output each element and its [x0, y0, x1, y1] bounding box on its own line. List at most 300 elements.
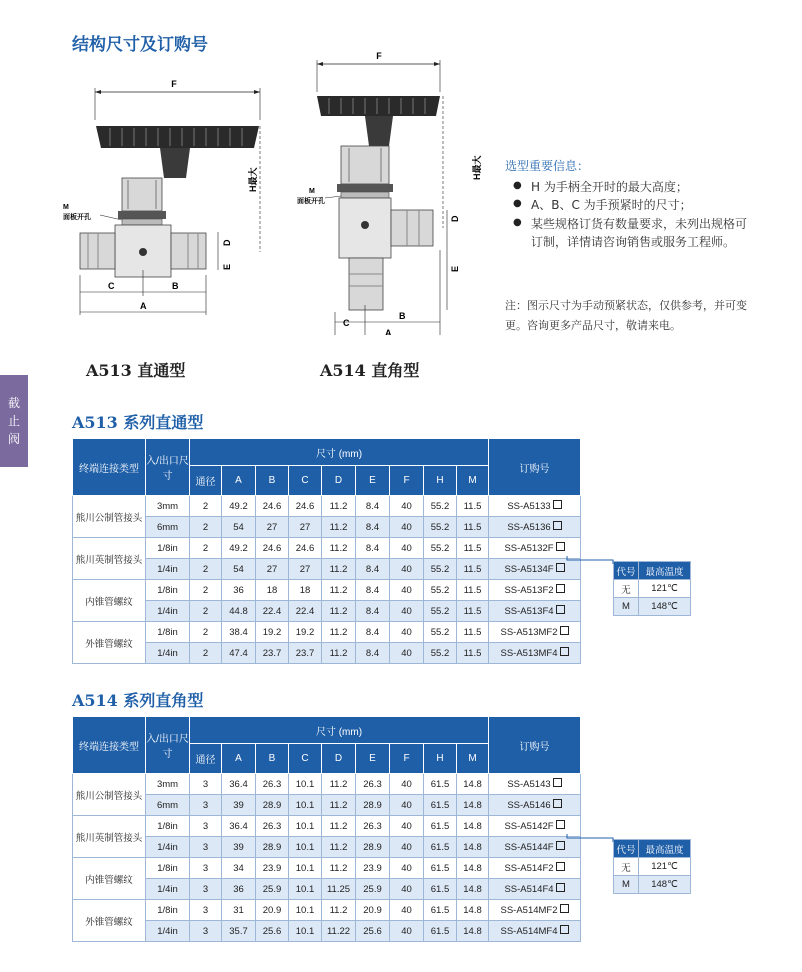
size-cell: 1/4in: [146, 601, 190, 622]
dimension-cell: 8.4: [356, 559, 390, 580]
dimension-cell: 14.8: [457, 900, 489, 921]
dimension-cell: 26.3: [356, 774, 390, 795]
connection-type-cell: 熊川英制管接头: [73, 538, 146, 580]
dimension-cell: 8.4: [356, 580, 390, 601]
connection-type-cell: 熊川英制管接头: [73, 816, 146, 858]
table-row: [73, 795, 581, 816]
dim-e-label: E: [222, 263, 232, 270]
temp-code: M: [614, 598, 639, 616]
dimension-cell: 11.2: [322, 496, 356, 517]
option-box-icon: [560, 647, 569, 656]
dimension-cell: 39: [222, 837, 256, 858]
size-cell: 1/4in: [146, 879, 190, 900]
dimension-cell: 11.25: [322, 879, 356, 900]
order-number-cell: [489, 496, 581, 517]
dimension-cell: 55.2: [424, 643, 457, 664]
table-row: [73, 858, 581, 879]
dimension-cell: 14.8: [457, 774, 489, 795]
page-title: 结构尺寸及订购号: [72, 35, 208, 55]
dimension-cell: 28.9: [356, 795, 390, 816]
order-number-cell: [489, 774, 581, 795]
col-header-dim: B: [256, 466, 289, 496]
option-box-icon: [553, 799, 562, 808]
col-header-dim: E: [356, 744, 390, 774]
col-header-dim: C: [289, 744, 322, 774]
dimension-cell: 61.5: [424, 816, 457, 837]
dimension-cell: 22.4: [256, 601, 289, 622]
col-header-dims: 尺寸 (mm): [190, 717, 489, 744]
dimension-cell: 36: [222, 580, 256, 601]
dimension-cell: 28.9: [256, 795, 289, 816]
dim-a-label: A: [140, 301, 147, 311]
dimension-cell: 2: [190, 601, 222, 622]
a513-valve-drawing: [60, 70, 275, 320]
dimension-cell: 11.2: [322, 559, 356, 580]
size-cell: 1/4in: [146, 643, 190, 664]
temp-code: 无: [614, 858, 639, 876]
dimension-cell: 18: [256, 580, 289, 601]
option-box-icon: [560, 925, 569, 934]
size-cell: 1/8in: [146, 538, 190, 559]
panel-hole-label: 面板开孔: [297, 198, 325, 205]
dimension-cell: 36.4: [222, 774, 256, 795]
order-number: SS-A514MF2: [500, 904, 558, 916]
a514-valve-drawing: [295, 50, 495, 335]
dimension-cell: 40: [390, 538, 424, 559]
connection-type-cell: 熊川公制管接头: [73, 774, 146, 816]
dim-f-label: F: [171, 79, 177, 89]
dimension-cell: 55.2: [424, 538, 457, 559]
dimension-cell: 2: [190, 559, 222, 580]
dimension-cell: 54: [222, 559, 256, 580]
dimension-cell: 55.2: [424, 496, 457, 517]
dim-h-label: H最大: [472, 155, 482, 180]
dimension-cell: 25.6: [256, 921, 289, 942]
option-box-icon: [560, 904, 569, 913]
dimension-cell: 27: [289, 559, 322, 580]
order-number: SS-A514F4: [504, 883, 554, 895]
order-number-cell: [489, 517, 581, 538]
dimension-cell: 61.5: [424, 774, 457, 795]
dimension-cell: 2: [190, 622, 222, 643]
option-box-icon: [553, 500, 562, 509]
dimension-cell: 44.8: [222, 601, 256, 622]
order-number-cell: [489, 879, 581, 900]
dimension-cell: 2: [190, 643, 222, 664]
info-heading: 选型重要信息：: [505, 159, 590, 173]
order-number: SS-A513MF4: [500, 647, 558, 659]
temp-value: 148℃: [639, 598, 691, 616]
col-header-dim: M: [457, 744, 489, 774]
dim-e-label: E: [450, 265, 460, 272]
info-item: ● H 为手柄全开时的最大高度；: [505, 178, 750, 197]
dimension-cell: 11.22: [322, 921, 356, 942]
section-title-a513: A513 系列直通型: [72, 413, 204, 432]
dimension-cell: 26.3: [256, 774, 289, 795]
dim-m-label: M: [63, 204, 69, 211]
dimension-cell: 61.5: [424, 837, 457, 858]
connection-type-cell: 内锥管螺纹: [73, 580, 146, 622]
order-number-cell: [489, 601, 581, 622]
dimension-cell: 55.2: [424, 601, 457, 622]
dimension-cell: 27: [289, 517, 322, 538]
dim-d-label: D: [450, 215, 460, 222]
order-number-cell: [489, 643, 581, 664]
table-row: [73, 601, 581, 622]
dimension-cell: 40: [390, 795, 424, 816]
dimension-cell: 11.2: [322, 622, 356, 643]
info-item: ● A、B、C 为手预紧时的尺寸；: [505, 196, 750, 215]
order-number: SS-A513F2: [504, 584, 554, 596]
dimension-cell: 24.6: [256, 496, 289, 517]
dimension-cell: 14.8: [457, 921, 489, 942]
dimension-cell: 61.5: [424, 879, 457, 900]
col-header-type: 终端连接类型: [73, 717, 146, 774]
dimension-cell: 11.2: [322, 795, 356, 816]
dim-f-label: F: [376, 51, 382, 61]
dim-c-label: C: [108, 281, 115, 291]
dimension-cell: 40: [390, 858, 424, 879]
dim-h-label: H最大: [248, 167, 258, 192]
dimension-cell: 10.1: [289, 774, 322, 795]
order-number: SS-A5146: [507, 799, 551, 811]
table-row: [73, 580, 581, 601]
col-header-dim: B: [256, 744, 289, 774]
order-number: SS-A5142F: [504, 820, 554, 832]
dimension-cell: 25.6: [356, 921, 390, 942]
side-tab-char: 截: [7, 396, 20, 410]
order-number: SS-A514MF4: [500, 925, 558, 937]
dimension-cell: 10.1: [289, 816, 322, 837]
dimension-cell: 11.5: [457, 643, 489, 664]
connection-type-cell: 熊川公制管接头: [73, 496, 146, 538]
dimension-cell: 3: [190, 921, 222, 942]
dimension-cell: 11.2: [322, 517, 356, 538]
option-box-icon: [553, 778, 562, 787]
dimension-cell: 28.9: [256, 837, 289, 858]
dimension-cell: 14.8: [457, 858, 489, 879]
table-row: [73, 900, 581, 921]
dimension-cell: 23.9: [256, 858, 289, 879]
dimension-cell: 3: [190, 858, 222, 879]
dimension-cell: 3: [190, 837, 222, 858]
dimension-cell: 40: [390, 900, 424, 921]
dimension-cell: 2: [190, 580, 222, 601]
col-header-dim: D: [322, 744, 356, 774]
dimension-cell: 22.4: [289, 601, 322, 622]
dimension-cell: 11.2: [322, 643, 356, 664]
order-number-cell: [489, 795, 581, 816]
dimension-cell: 61.5: [424, 900, 457, 921]
dimension-cell: 11.2: [322, 900, 356, 921]
temp-value: 121℃: [639, 580, 691, 598]
table-row: [73, 816, 581, 837]
size-cell: 1/8in: [146, 580, 190, 601]
note-text: 注：图示尺寸为手动预紧状态，仅供参考，并可变更。咨询更多产品尺寸，敬请来电。: [505, 299, 747, 332]
side-tab-char: 阀: [7, 432, 20, 446]
col-header-dims: 尺寸 (mm): [190, 439, 489, 466]
dimension-cell: 14.8: [457, 879, 489, 900]
connection-type-cell: 外锥管螺纹: [73, 622, 146, 664]
dimension-cell: 3: [190, 774, 222, 795]
col-header-dim: C: [289, 466, 322, 496]
table-row: [73, 879, 581, 900]
dimension-cell: 23.7: [289, 643, 322, 664]
dimension-cell: 34: [222, 858, 256, 879]
dimension-cell: 61.5: [424, 858, 457, 879]
dimension-cell: 38.4: [222, 622, 256, 643]
dimension-cell: 61.5: [424, 795, 457, 816]
dimension-cell: 24.6: [256, 538, 289, 559]
dim-b-label: B: [172, 281, 179, 291]
dimension-cell: 10.1: [289, 879, 322, 900]
dimension-cell: 54: [222, 517, 256, 538]
table-row: [73, 559, 581, 580]
dimension-cell: 10.1: [289, 837, 322, 858]
dimension-cell: 26.3: [356, 816, 390, 837]
size-cell: 1/4in: [146, 837, 190, 858]
dim-d-label: D: [222, 239, 232, 246]
dimension-cell: 61.5: [424, 921, 457, 942]
size-cell: 3mm: [146, 774, 190, 795]
dimension-cell: 40: [390, 601, 424, 622]
dimension-cell: 8.4: [356, 643, 390, 664]
size-cell: 1/4in: [146, 921, 190, 942]
option-box-icon: [556, 605, 565, 614]
dim-b-label: B: [399, 311, 406, 321]
dimension-cell: 2: [190, 538, 222, 559]
order-number: SS-A5144F: [504, 841, 554, 853]
dimension-cell: 11.2: [322, 816, 356, 837]
dimension-cell: 8.4: [356, 601, 390, 622]
dimension-cell: 55.2: [424, 559, 457, 580]
dimension-cell: 55.2: [424, 622, 457, 643]
table-row: [73, 643, 581, 664]
caption-a513: A513 直通型: [86, 361, 186, 380]
option-box-icon: [556, 584, 565, 593]
dimension-cell: 31: [222, 900, 256, 921]
temp-code: 无: [614, 580, 639, 598]
option-box-icon: [556, 841, 565, 850]
dimension-cell: 20.9: [356, 900, 390, 921]
table-row: [73, 517, 581, 538]
col-header-dim: M: [457, 466, 489, 496]
dimension-cell: 27: [256, 517, 289, 538]
col-header-size: 入/出口尺寸: [146, 439, 190, 496]
col-header-dim: 通径: [190, 744, 222, 774]
order-number-cell: [489, 622, 581, 643]
option-box-icon: [556, 542, 565, 551]
panel-hole-label: 面板开孔: [63, 214, 91, 221]
a514-callout-line: [565, 826, 615, 846]
a514-temp-table: [613, 839, 691, 894]
dimension-cell: 20.9: [256, 900, 289, 921]
a514-spec-table: [72, 716, 581, 942]
a513-spec-table: [72, 438, 581, 664]
dimension-cell: 10.1: [289, 921, 322, 942]
table-row: [73, 774, 581, 795]
table-row: [73, 921, 581, 942]
dimension-cell: 11.5: [457, 538, 489, 559]
dimension-cell: 35.7: [222, 921, 256, 942]
order-number: SS-A514F2: [504, 862, 554, 874]
size-cell: 1/8in: [146, 900, 190, 921]
table-row: [73, 622, 581, 643]
dimension-cell: 40: [390, 559, 424, 580]
size-cell: 1/4in: [146, 559, 190, 580]
col-header-dim: A: [222, 744, 256, 774]
table-row: [73, 837, 581, 858]
col-header-dim: E: [356, 466, 390, 496]
option-box-icon: [556, 862, 565, 871]
order-number-cell: [489, 900, 581, 921]
dimension-cell: 11.5: [457, 622, 489, 643]
order-number: SS-A5134F: [504, 563, 554, 575]
dimension-cell: 3: [190, 816, 222, 837]
temp-header-max: 最高温度: [639, 562, 691, 580]
temp-value: 148℃: [639, 876, 691, 894]
dimension-cell: 40: [390, 496, 424, 517]
dimension-cell: 10.1: [289, 795, 322, 816]
order-number: SS-A5132F: [504, 542, 554, 554]
order-number-cell: [489, 580, 581, 601]
dimension-cell: 11.5: [457, 559, 489, 580]
dimension-cell: 11.5: [457, 580, 489, 601]
dimension-cell: 40: [390, 643, 424, 664]
dimension-cell: 40: [390, 774, 424, 795]
dimension-cell: 8.4: [356, 622, 390, 643]
dimension-cell: 2: [190, 496, 222, 517]
dimension-cell: 8.4: [356, 496, 390, 517]
dim-c-label: C: [343, 318, 350, 328]
temp-header-code: 代号: [614, 840, 639, 858]
connection-type-cell: 外锥管螺纹: [73, 900, 146, 942]
selection-info: [505, 157, 750, 252]
dimension-cell: 11.2: [322, 538, 356, 559]
dimension-cell: 39: [222, 795, 256, 816]
dimension-cell: 11.5: [457, 601, 489, 622]
temp-header-max: 最高温度: [639, 840, 691, 858]
dimension-cell: 40: [390, 517, 424, 538]
info-item: ● 某些规格订货有数量要求，未列出规格可订制，详情请咨询销售或服务工程师。: [505, 215, 750, 252]
table-row: [73, 496, 581, 517]
temp-header-code: 代号: [614, 562, 639, 580]
dimension-cell: 11.2: [322, 580, 356, 601]
order-number-cell: [489, 858, 581, 879]
dimension-cell: 8.4: [356, 517, 390, 538]
dimension-cell: 25.9: [356, 879, 390, 900]
dimension-cell: 19.2: [289, 622, 322, 643]
col-header-type: 终端连接类型: [73, 439, 146, 496]
order-number: SS-A5143: [507, 778, 551, 790]
dimension-cell: 3: [190, 879, 222, 900]
dimension-cell: 11.5: [457, 517, 489, 538]
dimension-cell: 11.5: [457, 496, 489, 517]
dimension-cell: 10.1: [289, 900, 322, 921]
dimension-cell: 14.8: [457, 795, 489, 816]
col-header-dim: H: [424, 466, 457, 496]
dimension-cell: 40: [390, 816, 424, 837]
col-header-order: 订购号: [489, 439, 581, 496]
col-header-dim: D: [322, 466, 356, 496]
size-cell: 1/8in: [146, 858, 190, 879]
order-number: SS-A513MF2: [500, 626, 558, 638]
connection-type-cell: 内锥管螺纹: [73, 858, 146, 900]
temp-value: 121℃: [639, 858, 691, 876]
col-header-dim: A: [222, 466, 256, 496]
dimension-cell: 40: [390, 837, 424, 858]
dim-m-label: M: [309, 188, 315, 195]
side-tab-valve[interactable]: [0, 375, 28, 467]
col-header-dim: F: [390, 466, 424, 496]
order-number-cell: [489, 921, 581, 942]
size-cell: 1/8in: [146, 816, 190, 837]
order-number: SS-A5136: [507, 521, 551, 533]
dimension-cell: 8.4: [356, 538, 390, 559]
dimension-cell: 19.2: [256, 622, 289, 643]
caption-a514: A514 直角型: [320, 361, 420, 380]
dimension-cell: 40: [390, 622, 424, 643]
side-tab-char: 止: [7, 414, 20, 428]
dimension-cell: 36: [222, 879, 256, 900]
dimension-cell: 10.1: [289, 858, 322, 879]
dimension-cell: 23.7: [256, 643, 289, 664]
dimension-cell: 55.2: [424, 580, 457, 601]
size-cell: 3mm: [146, 496, 190, 517]
temp-code: M: [614, 876, 639, 894]
dimension-cell: 11.2: [322, 837, 356, 858]
dimension-cell: 3: [190, 900, 222, 921]
col-header-order: 订购号: [489, 717, 581, 774]
dimension-cell: 49.2: [222, 538, 256, 559]
col-header-dim: 通径: [190, 466, 222, 496]
dimension-cell: 40: [390, 921, 424, 942]
dimension-cell: 25.9: [256, 879, 289, 900]
size-cell: 1/8in: [146, 622, 190, 643]
option-box-icon: [556, 883, 565, 892]
dimension-cell: 18: [289, 580, 322, 601]
dimension-cell: 40: [390, 580, 424, 601]
dimension-cell: 26.3: [256, 816, 289, 837]
dimension-cell: 3: [190, 795, 222, 816]
dimension-cell: 55.2: [424, 517, 457, 538]
dim-a-label: A: [385, 328, 392, 335]
dimension-cell: 23.9: [356, 858, 390, 879]
col-header-dim: F: [390, 744, 424, 774]
dimension-cell: 27: [256, 559, 289, 580]
section-title-a514: A514 系列直角型: [72, 691, 204, 710]
size-cell: 6mm: [146, 795, 190, 816]
dimension-cell: 24.6: [289, 538, 322, 559]
dimension-cell: 47.4: [222, 643, 256, 664]
option-box-icon: [553, 521, 562, 530]
size-cell: 6mm: [146, 517, 190, 538]
dimension-cell: 11.2: [322, 601, 356, 622]
order-number: SS-A513F4: [504, 605, 554, 617]
option-box-icon: [556, 563, 565, 572]
table-row: [73, 538, 581, 559]
dimension-cell: 24.6: [289, 496, 322, 517]
dimension-cell: 40: [390, 879, 424, 900]
dimension-cell: 49.2: [222, 496, 256, 517]
option-box-icon: [556, 820, 565, 829]
a513-temp-table: [613, 561, 691, 616]
dimension-cell: 36.4: [222, 816, 256, 837]
dimension-cell: 11.2: [322, 858, 356, 879]
option-box-icon: [560, 626, 569, 635]
col-header-size: 入/出口尺寸: [146, 717, 190, 774]
dimension-cell: 2: [190, 517, 222, 538]
